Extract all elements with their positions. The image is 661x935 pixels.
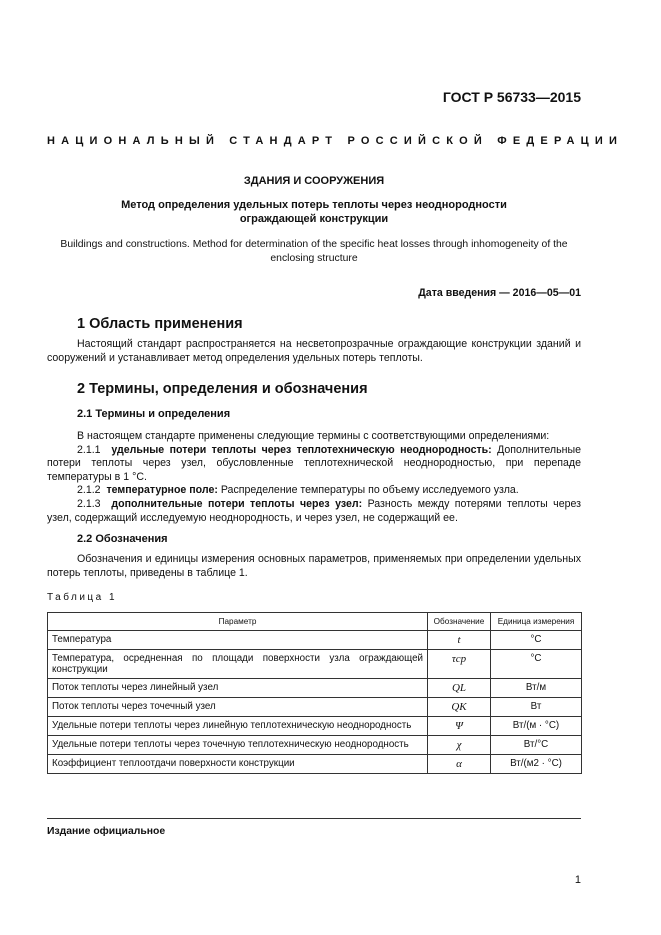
table-row	[48, 698, 582, 717]
official-edition-label: Издание официальное	[47, 826, 166, 837]
header-unit: Единица измерения	[491, 613, 582, 631]
term-definition: Дополнительные потери теплоты через узел, обусловленные теплотехнической неоднородностью, при перепаде температуры в 1 °С.	[47, 443, 581, 483]
table-row	[48, 679, 582, 698]
term-name: температурное поле:	[106, 484, 218, 497]
cell-unit: Вт/(м · °С)	[491, 717, 582, 736]
term-name: удельные потери теплоты через теплотехническую неоднородность:	[111, 443, 492, 456]
national-standard-title: НАЦИОНАЛЬНЫЙ СТАНДАРТ РОССИЙСКОЙ ФЕДЕРАЦИИ	[47, 135, 624, 147]
section-2-2-heading: 2.2 Обозначения	[77, 533, 168, 545]
symbols-table	[47, 612, 582, 774]
term-definition: Разность между потерями теплоты через узел, содержащий исследуемую неоднородность, и через узел, не содержащий ее.	[47, 497, 581, 524]
document-title: ЗДАНИЯ И СООРУЖЕНИЯ	[243, 175, 385, 187]
cell-parameter: Температура, осредненная по площади поверхности узла ограждающей конструкции	[48, 650, 428, 679]
term-2-1-2	[47, 484, 581, 498]
page-number: 1	[574, 874, 581, 886]
table-header-row	[48, 613, 582, 631]
cell-symbol: QL	[428, 679, 491, 698]
table-caption: Таблица 1	[47, 592, 118, 603]
cell-symbol: χ	[428, 736, 491, 755]
header-parameter: Параметр	[48, 613, 428, 631]
section-1-heading: 1 Область применения	[77, 316, 243, 332]
section-2-2-text: Обозначения и единицы измерения основных параметров, применяемых при определении удельных потерь теплоты, приведены в таблице 1.	[47, 553, 581, 579]
table-row	[48, 631, 582, 650]
term-2-1-3	[47, 498, 581, 525]
header-symbol: Обозначение	[428, 613, 491, 631]
section-1-text: Настоящий стандарт распространяется на несветопрозрачные ограждающие конструкции зданий и сооружений и устанавливает метод определения удельных потерь теплоты.	[47, 338, 581, 364]
cell-parameter: Поток теплоты через точечный узел	[48, 698, 428, 717]
standard-code: ГОСТ Р 56733—2015	[442, 89, 581, 105]
section-2-heading: 2 Термины, определения и обозначения	[77, 381, 368, 397]
cell-parameter: Удельные потери теплоты через линейную теплотехническую неоднородность	[48, 717, 428, 736]
document-subtitle-en: Buildings and constructions. Method for determination of the specific heat losses through inhomogeneity of the enclosing structure	[60, 239, 568, 264]
term-definition: Распределение температуры по объему исследуемого узла.	[220, 484, 519, 497]
table-row	[48, 717, 582, 736]
terms-block	[47, 430, 581, 525]
table-row	[48, 755, 582, 774]
table-row	[48, 650, 582, 679]
cell-symbol: t	[428, 631, 491, 650]
cell-symbol: Ψ	[428, 717, 491, 736]
cell-unit: °С	[491, 631, 582, 650]
cell-unit: Вт/м	[491, 679, 582, 698]
cell-parameter: Коэффициент теплоотдачи поверхности конструкции	[48, 755, 428, 774]
cell-unit: °С	[491, 650, 582, 679]
cell-parameter: Температура	[48, 631, 428, 650]
cell-symbol: α	[428, 755, 491, 774]
term-name: дополнительные потери теплоты через узел:	[111, 497, 363, 510]
section-2-1-heading: 2.1 Термины и определения	[77, 408, 231, 420]
cell-unit: Вт/(м2 · °С)	[491, 755, 582, 774]
term-2-1-1	[47, 444, 581, 485]
cell-symbol: QK	[428, 698, 491, 717]
terms-intro: В настоящем стандарте применены следующие термины с соответствующими определениями:	[77, 430, 550, 442]
cell-parameter: Поток теплоты через линейный узел	[48, 679, 428, 698]
cell-symbol: τср	[428, 650, 491, 679]
cell-unit: Вт	[491, 698, 582, 717]
effective-date: Дата введения — 2016—05—01	[418, 287, 581, 299]
cell-parameter: Удельные потери теплоты через точечную теплотехническую неоднородность	[48, 736, 428, 755]
term-number: 2.1.2	[77, 484, 101, 497]
document-subtitle-ru: Метод определения удельных потерь теплоты через неоднородности ограждающей конструкции	[121, 199, 507, 225]
footer-divider	[47, 818, 581, 819]
term-number: 2.1.1	[77, 443, 101, 456]
table-row	[48, 736, 582, 755]
term-number: 2.1.3	[77, 497, 101, 510]
cell-unit: Вт/°С	[491, 736, 582, 755]
